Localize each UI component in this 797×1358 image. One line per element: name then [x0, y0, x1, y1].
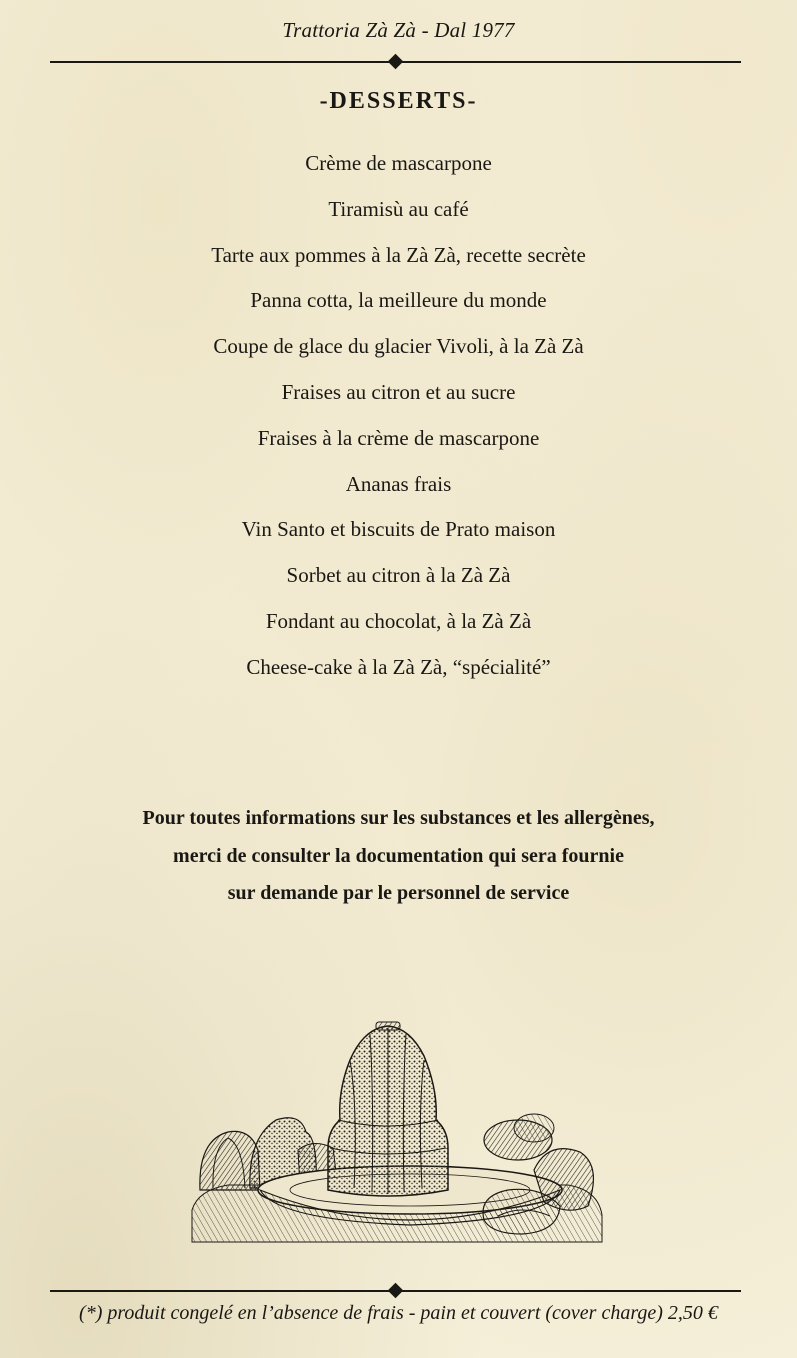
dessert-menu-list: [0, 148, 797, 698]
menu-item: Tarte aux pommes à la Zà Zà, recette secrète: [211, 242, 586, 267]
menu-item: Panna cotta, la meilleure du monde: [250, 288, 547, 313]
menu-item: Ananas frais: [345, 471, 452, 496]
menu-item: Fraises à la crème de mascarpone: [257, 425, 540, 450]
menu-item: Fraises au citron et au sucre: [281, 379, 516, 404]
menu-item: Fondant au chocolat, à la Zà Zà: [265, 608, 532, 633]
restaurant-header: Trattoria Zà Zà - Dal 1977: [282, 18, 515, 42]
top-diamond-icon: [388, 54, 404, 70]
allergen-notice-line: sur demande par le personnel de service: [227, 882, 570, 904]
bottom-diamond-icon: [388, 1283, 404, 1299]
allergen-notice-line: merci de consulter la documentation qui sera fournie: [173, 844, 624, 867]
dessert-engraving-icon: [188, 1020, 608, 1250]
menu-item: Coupe de glace du glacier Vivoli, à la Zà Zà: [213, 334, 584, 359]
menu-item: Crème de mascarpone: [305, 151, 492, 175]
allergen-notice: [0, 800, 797, 913]
section-title: -DESSERTS-: [319, 88, 478, 114]
menu-item: Sorbet au citron à la Zà Zà: [286, 563, 511, 588]
menu-item: Tiramisù au café: [328, 196, 469, 221]
menu-item: Cheese-cake à la Zà Zà, “spécialité”: [246, 654, 551, 679]
allergen-notice-line: Pour toutes informations sur les substances et les allergènes,: [142, 807, 655, 829]
menu-item: Vin Santo et biscuits de Prato maison: [241, 517, 556, 542]
footnote: (*) produit congelé en l’absence de frais - pain et couvert (cover charge) 2,50 €: [79, 1302, 718, 1324]
